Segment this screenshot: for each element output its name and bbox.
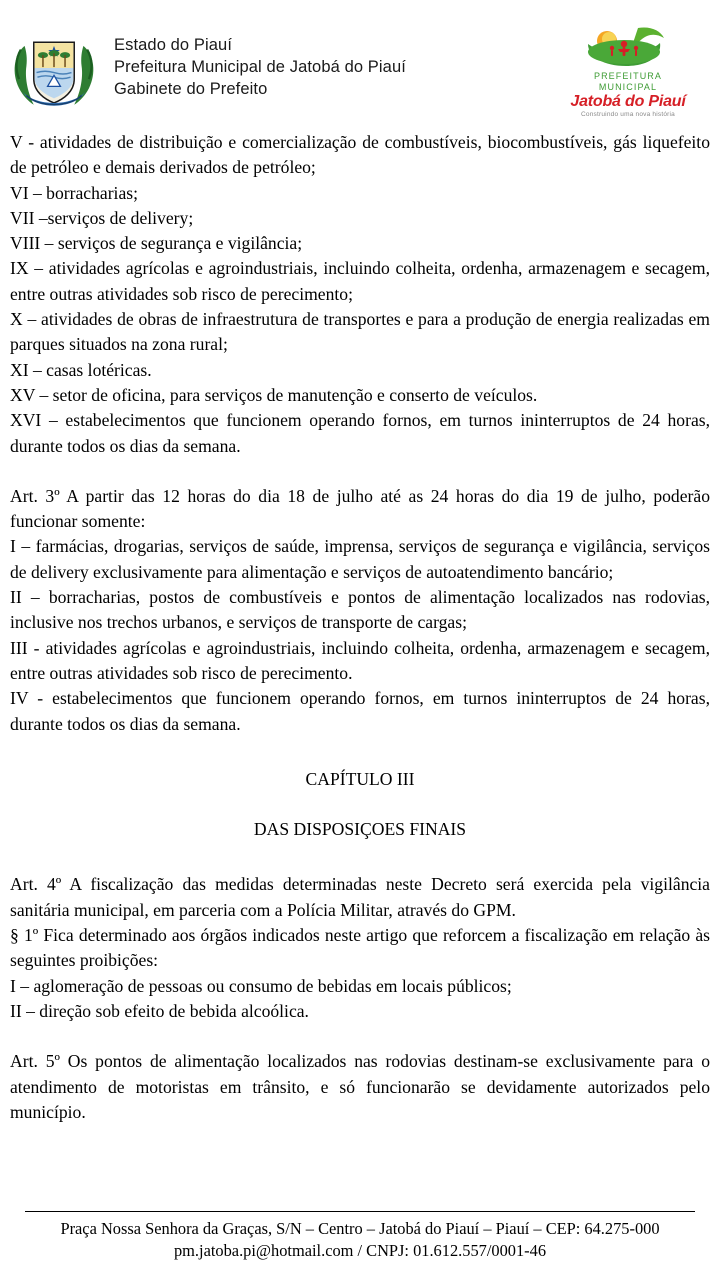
post-chapter-gap [10, 842, 710, 872]
logo-text-jatoba: Jatobá do Piauí [570, 93, 686, 110]
decree-item: III - atividades agrícolas e agroindustriais, incluindo colheita, ordenha, armazenagem e secagem, entre outras atividades sob risco de perecimento. [10, 637, 710, 683]
decree-item: VIII – serviços de segurança e vigilância; [10, 233, 303, 254]
jatoba-logo-mark-icon [564, 24, 692, 70]
paragraph-gap [10, 459, 710, 484]
article-3-heading: Art. 3º A partir das 12 horas do dia 18 de julho até as 24 horas do dia 19 de julho, poderão funcionar somente: [10, 485, 710, 532]
letterhead-line-office: Gabinete do Prefeito [114, 80, 268, 98]
footer-divider [25, 1211, 695, 1212]
logo-text-tagline: Construindo uma nova história [581, 111, 675, 118]
decree-item: XVI – estabelecimentos que funcionem operando fornos, em turnos ininterruptos de 24 horas, durante todos os dias da semana. [10, 410, 710, 456]
document-body [10, 130, 710, 1125]
footer-address: Praça Nossa Senhora da Graças, S/N – Centro – Jatobá do Piauí – Piauí – CEP: 64.275-000 [60, 1219, 660, 1238]
decree-item: I – aglomeração de pessoas ou consumo de bebidas em locais públicos; [10, 975, 512, 996]
decree-item: IV - estabelecimentos que funcionem operando fornos, em turnos ininterruptos de 24 horas, durante todos os dias da semana. [10, 688, 710, 734]
paragraph-1-text: § 1º Fica determinado aos órgãos indicados neste artigo que reforcem a fiscalização em relação às seguintes proibições: [10, 925, 710, 971]
paragraph-gap [10, 1024, 710, 1049]
page-footer [0, 1211, 720, 1262]
heading-gap [10, 792, 710, 817]
letterhead [0, 0, 720, 118]
decree-item: XI – casas lotéricas. [10, 359, 152, 380]
letterhead-org-text [114, 34, 406, 100]
decree-item: X – atividades de obras de infraestrutura de transportes e para a produção de energia realizadas em parques situados na zona rural; [10, 309, 710, 355]
chapter-title: DAS DISPOSIÇOES FINAIS [253, 819, 467, 840]
chapter-number: CAPÍTULO III [305, 768, 415, 789]
decree-item: I – farmácias, drogarias, serviços de saúde, imprensa, serviços de segurança e vigilância, serviços de delivery exclusivamente para alimentação e serviços de autoatendimento bancário; [10, 536, 710, 582]
decree-item: VI – borracharias; [10, 182, 138, 203]
chapter-gap [10, 737, 710, 767]
municipal-logo [564, 24, 692, 118]
decree-item: XV – setor de oficina, para serviços de manutenção e conserto de veículos. [10, 384, 538, 405]
decree-item: II – direção sob efeito de bebida alcoólica. [10, 1000, 309, 1021]
footer-contact: pm.jatoba.pi@hotmail.com / CNPJ: 01.612.557/0001-46 [173, 1241, 547, 1260]
article-4-text: Art. 4º A fiscalização das medidas determinadas neste Decreto será exercida pela vigilância sanitária municipal, em parceria com a Polícia Militar, através do GPM. [10, 874, 710, 920]
decree-item: VII –serviços de delivery; [10, 207, 194, 228]
article-5-text: Art. 5º Os pontos de alimentação localizados nas rodovias destinam-se exclusivamente para o atendimento de motoristas em trânsito, e só funcionarão se devidamente autorizados pelo município. [10, 1051, 710, 1122]
logo-text-prefeitura: PREFEITURA MUNICIPAL [593, 71, 662, 92]
letterhead-line-city: Prefeitura Municipal de Jatobá do Piauí [114, 58, 406, 76]
decree-item: II – borracharias, postos de combustíveis e pontos de alimentação localizados nas rodovias, inclusive nos trechos urbanos, e serviços de transporte de cargas; [10, 587, 710, 633]
decree-item: IX – atividades agrícolas e agroindustriais, incluindo colheita, ordenha, armazenagem e secagem, entre outras atividades sob risco de perecimento; [10, 258, 710, 304]
letterhead-line-state: Estado do Piauí [114, 36, 232, 54]
piaui-coat-of-arms-icon [8, 22, 100, 114]
decree-item: V - atividades de distribuição e comercialização de combustíveis, biocombustíveis, gás liquefeito de petróleo e demais derivados de petróleo; [10, 132, 710, 178]
